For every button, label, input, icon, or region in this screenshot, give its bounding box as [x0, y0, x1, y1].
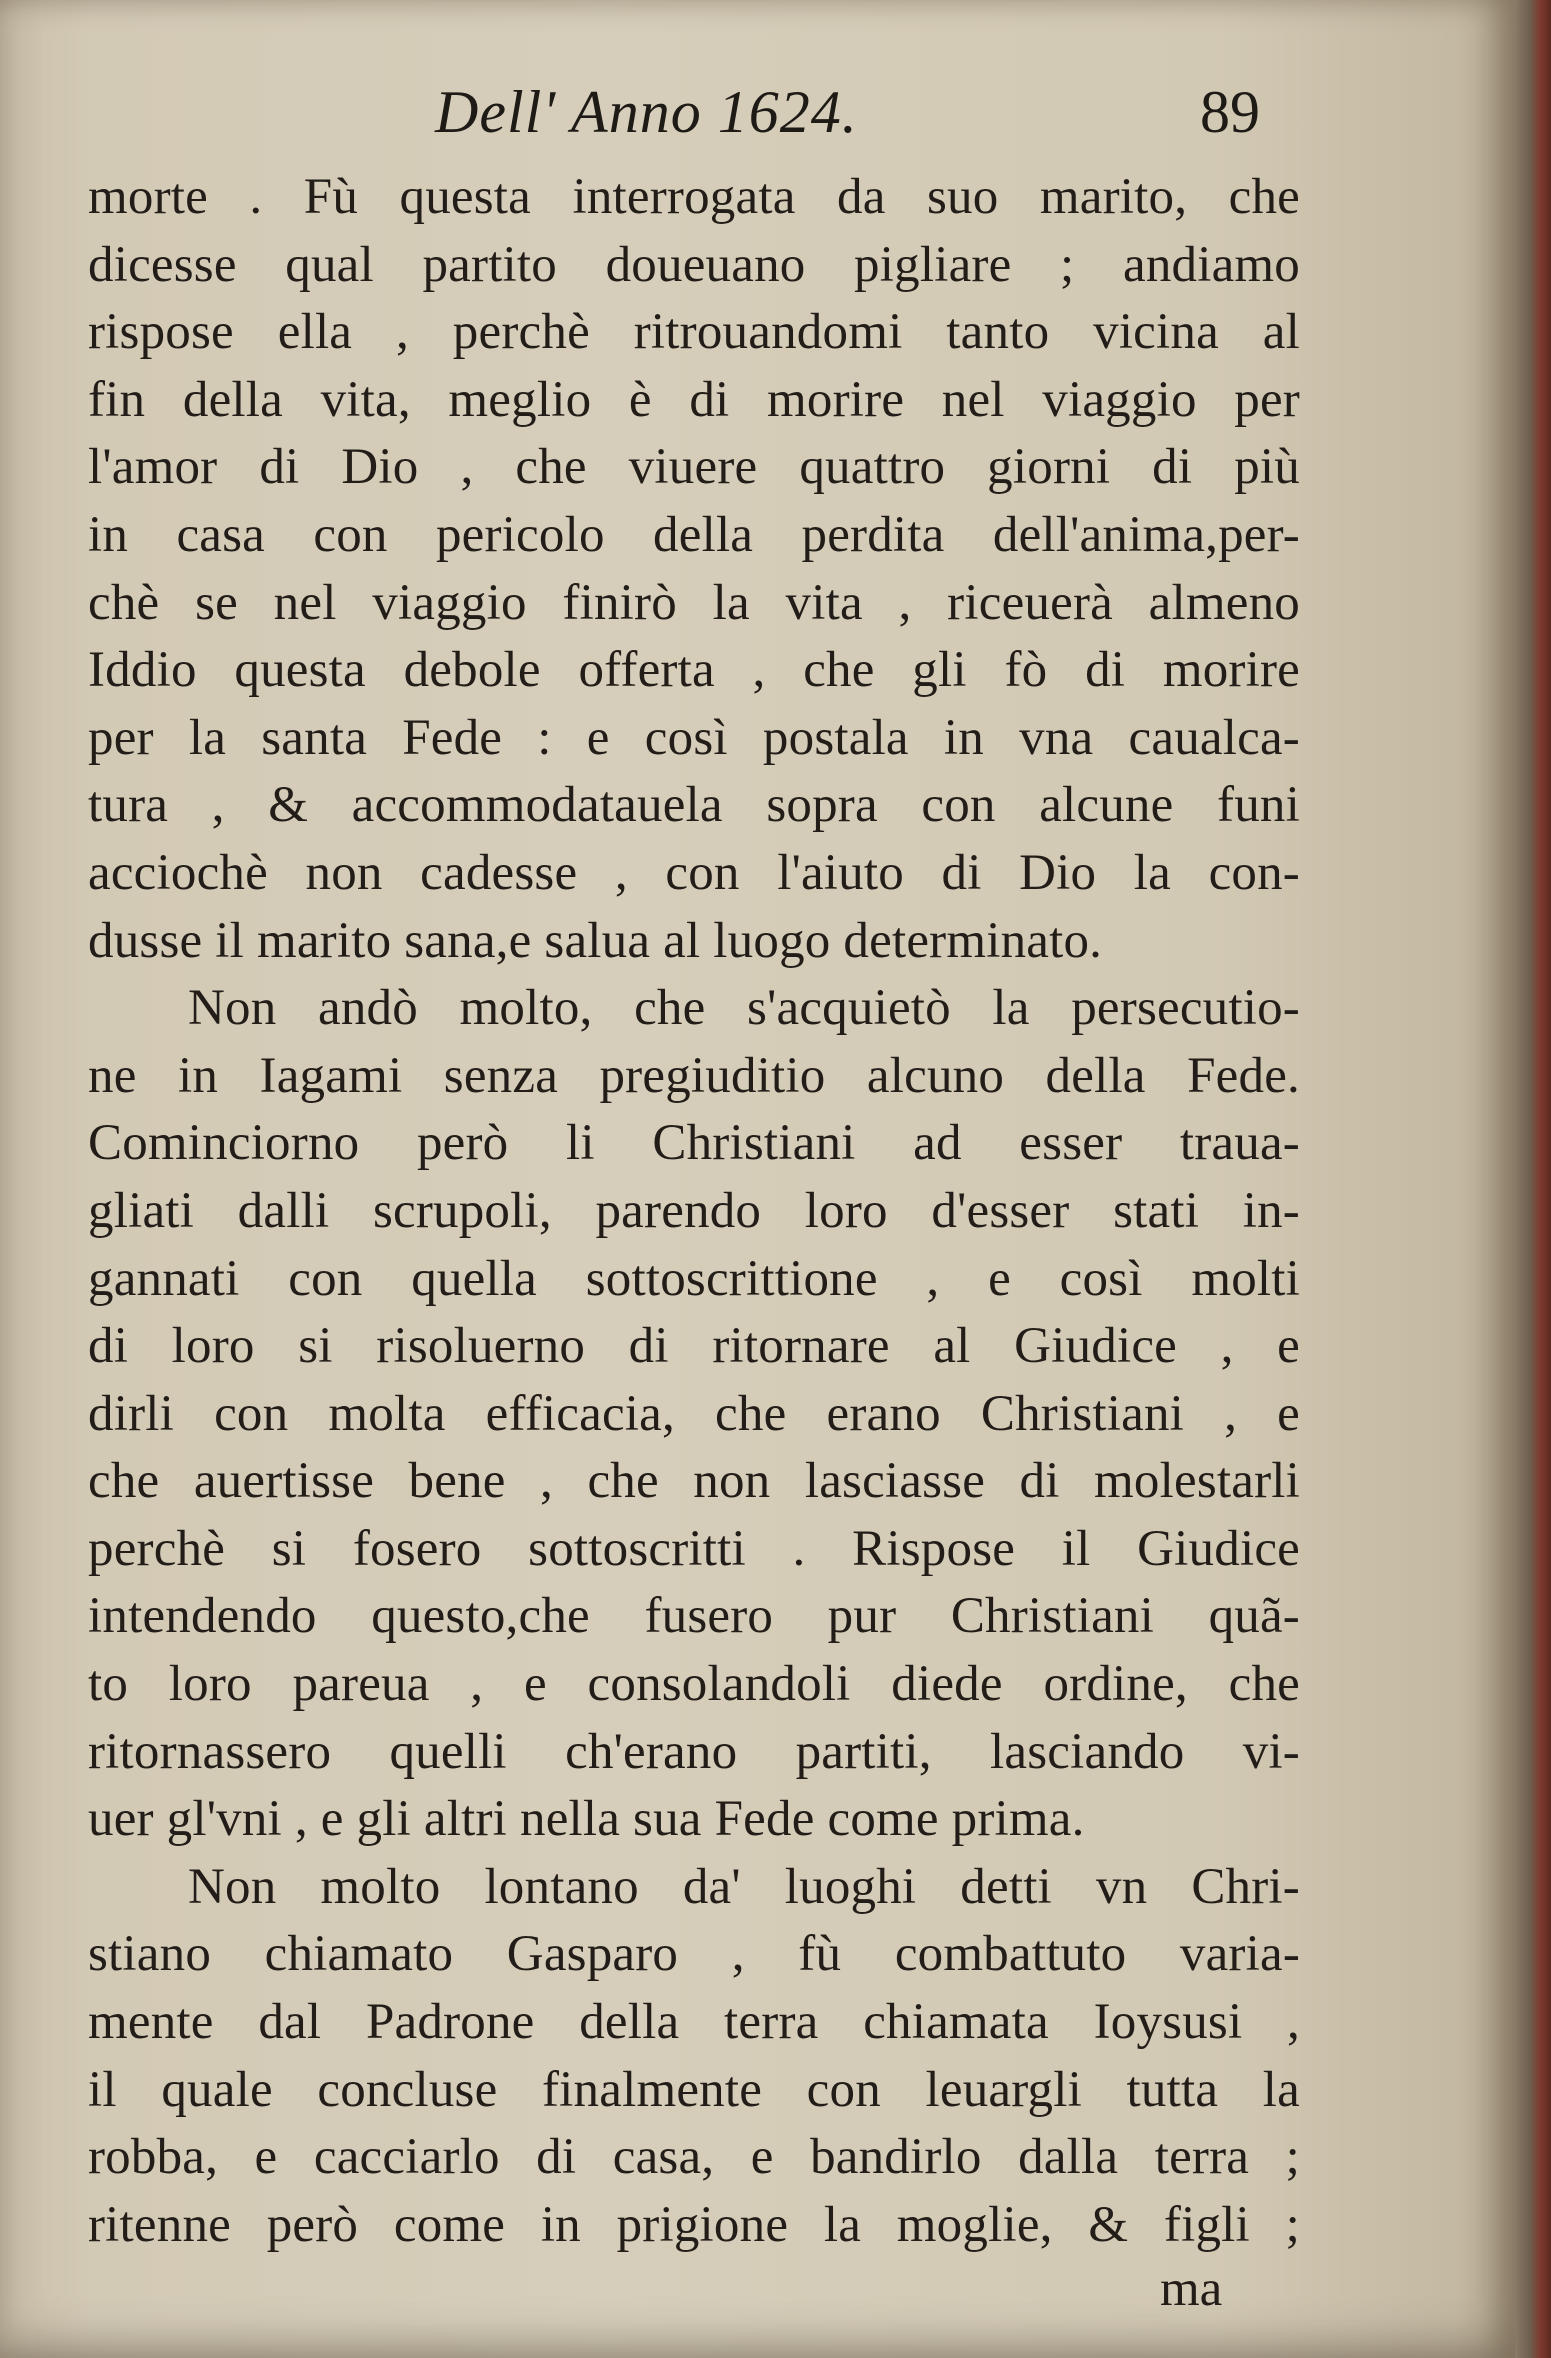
text-line: fin della vita, meglio è di morire nel viaggio per — [88, 371, 1300, 428]
text-line: acciochè non cadesse , con l'aiuto di Dio la con- — [88, 844, 1300, 901]
text-line: chè se nel viaggio finirò la vita , riceuerà almeno — [88, 574, 1300, 631]
text-line: intendendo questo,che fusero pur Christiani quã- — [88, 1588, 1300, 1645]
text-line: ritenne però come in prigione la moglie, & figli ; — [88, 2196, 1300, 2253]
text-line: Iddio questa debole offerta , che gli fò di morire — [88, 642, 1300, 699]
text-line: che auertisse bene , che non lasciasse di molestarli — [88, 1453, 1300, 1510]
page-header — [0, 78, 1515, 158]
text-line: di loro si risoluerno di ritornare al Giudice , e — [88, 1318, 1300, 1375]
text-line: l'amor di Dio , che viuere quattro giorni di più — [88, 439, 1300, 496]
text-line: mente dal Padrone della terra chiamata Ioysusi , — [88, 1994, 1300, 2051]
text-line: dirli con molta efficacia, che erano Christiani , e — [88, 1385, 1300, 1442]
text-line: il quale concluse finalmente con leuargli tutta la — [88, 2061, 1300, 2118]
text-line: gannati con quella sottoscrittione , e così molti — [88, 1250, 1300, 1307]
text-line: tura , & accommodatauela sopra con alcune funi — [88, 777, 1300, 834]
text-line: Non andò molto, che s'acquietò la persecutio- — [188, 980, 1300, 1037]
book-binding-edge — [1515, 0, 1551, 2358]
body-text — [88, 164, 1300, 2259]
text-line: in casa con pericolo della perdita dell'anima,per- — [88, 506, 1300, 563]
text-line: dicesse qual partito doueuano pigliare ; andiamo — [88, 236, 1300, 293]
text-line: per la santa Fede : e così postala in vna caualca- — [88, 709, 1300, 766]
text-line: ritornassero quelli ch'erano partiti, lasciando vi- — [88, 1723, 1300, 1780]
text-line: robba, e cacciarlo di casa, e bandirlo dalla terra ; — [88, 2129, 1300, 2186]
text-line: ne in Iagami senza pregiuditio alcuno della Fede. — [88, 1047, 1300, 1104]
text-line: Non molto lontano da' luoghi detti vn Chri- — [188, 1858, 1300, 1915]
text-line: morte . Fù questa interrogata da suo marito, che — [88, 169, 1300, 225]
text-line: perchè si fosero sottoscritti . Rispose il Giudice — [88, 1520, 1300, 1577]
text-line: stiano chiamato Gasparo , fù combattuto varia- — [88, 1926, 1300, 1983]
text-line: to loro pareua , e consolandoli diede ordine, che — [88, 1656, 1300, 1713]
running-title: Dell' Anno 1624. — [435, 79, 858, 145]
page-number: 89 — [1200, 79, 1260, 145]
text-line: uer gl'vni , e gli altri nella sua Fede come prima. — [88, 1791, 1085, 1848]
catchword: ma — [1160, 2261, 1223, 2317]
text-line: dusse il marito sana,e salua al luogo determinato. — [88, 912, 1103, 969]
text-line: gliati dalli scrupoli, parendo loro d'esser stati in- — [88, 1182, 1300, 1239]
text-line: rispose ella , perchè ritrouandomi tanto vicina al — [88, 304, 1300, 361]
text-line: Cominciorno però li Christiani ad esser traua- — [88, 1115, 1300, 1172]
